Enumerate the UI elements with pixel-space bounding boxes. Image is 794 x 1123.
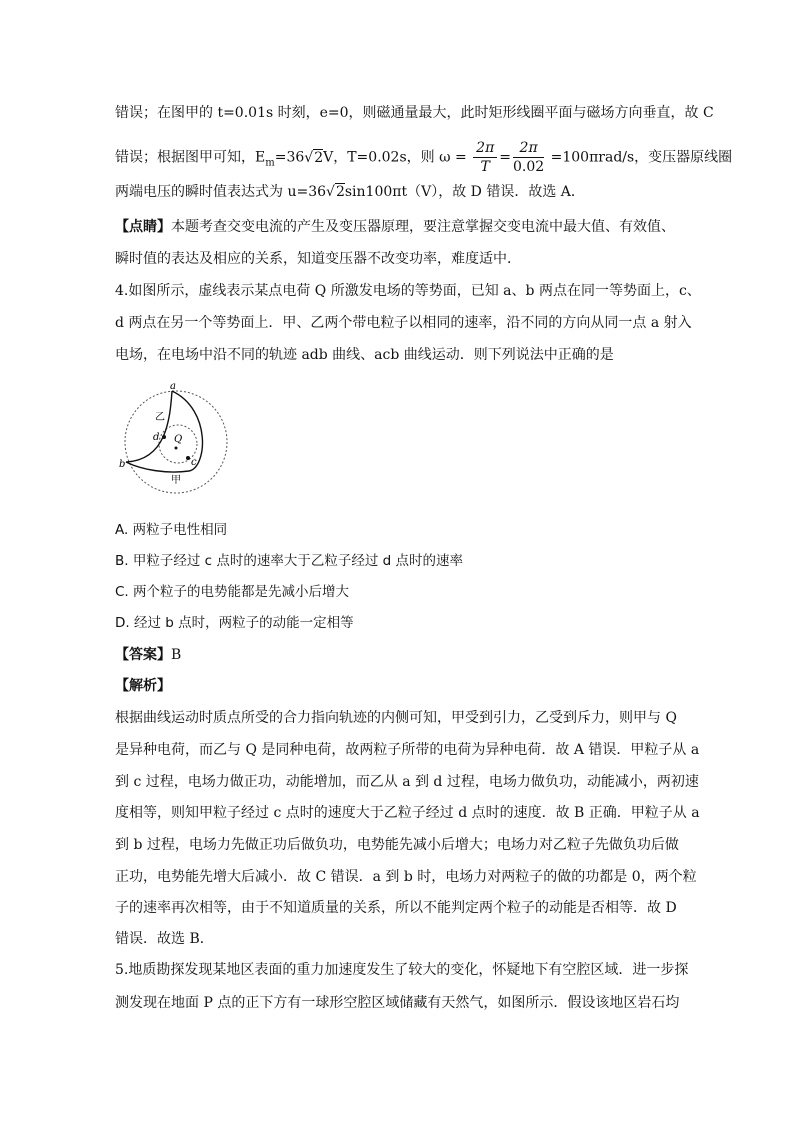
point-d: [162, 435, 166, 439]
point-Q: [175, 447, 178, 450]
q4-analysis-line: 是异种电荷，而乙与 Q 是同种电荷，故两粒子所带的电荷为异种电荷．故 A 错误．甲粒子从 a: [115, 742, 700, 758]
q4-analysis-label: 【解析】: [115, 678, 171, 694]
q4-analysis-line: 子的速率再次相等，由于不知道质量的关系，所以不能判定两个粒子的动能是否相等．故 D: [115, 900, 677, 916]
label-d: d: [153, 432, 160, 443]
prev-solution-line-3: [115, 182, 585, 202]
prev-solution-line-2: 错误；根据图甲可知，$E_m=36√2V$，T=0.02s，则 ω = $\frac{2\pi}{T}$ = $\frac{2\pi}{0.02}$ =100πrad/s，变压器原线圈: [115, 140, 733, 175]
label-b: b: [119, 459, 126, 470]
q4-analysis-line: 错误．故选 B．: [115, 931, 214, 947]
q4-analysis-line: 度相等，则知甲粒子经过 c 点时的速度大于乙粒子经过 d 点时的速度．故 B 正确．甲粒子从 a: [115, 805, 700, 821]
subscript-m: m: [265, 157, 275, 169]
point-c: [186, 456, 190, 460]
sqrt-symbol: √2: [326, 184, 345, 200]
sqrt-symbol: √2: [304, 149, 324, 166]
prev-solution-line-1: 错误；在图甲的 t=0.01s 时刻，e=0，则磁通量最大，此时矩形线圈平面与磁场方向垂直，故 C: [115, 105, 714, 121]
q4-stem-line-2: d 两点在另一个等势面上．甲、乙两个带电粒子以相同的速率，沿不同的方向从同一点 a 射入: [115, 315, 692, 331]
q5-stem-line-2: 测发现在地面 P 点的正下方有一球形空腔区域储藏有天然气，如图所示．假设该地区岩石均: [115, 995, 680, 1011]
q4-analysis-line: 根据曲线运动时质点所受的合力指向轨迹的内侧可知，甲受到引力，乙受到斥力，则甲与 Q: [115, 710, 677, 726]
q4-option-a: A. 两粒子电性相同: [115, 522, 228, 538]
label-jia: 甲: [171, 475, 181, 486]
q4-option-d: D. 经过 b 点时，两粒子的动能一定相等: [115, 615, 354, 631]
fraction-2pi-over-T: $\frac{2\pi}{T}$: [473, 139, 497, 176]
q4-option-b: B. 甲粒子经过 c 点时的速率大于乙粒子经过 d 点时的速率: [115, 553, 464, 569]
dianjing-line-2: 瞬时值的表达及相应的关系，知道变压器不改变功率，难度适中．: [115, 251, 521, 267]
q4-analysis-line: 到 c 过程，电场力做正功，动能增加，而乙从 a 到 d 过程，电场力做负功，动能减小，两初速: [115, 774, 699, 790]
q4-analysis-line: 正功，电势能先增大后减小．故 C 错误．a 到 b 时，电场力对两粒子的做的功都是 0，两个粒: [115, 869, 697, 885]
dianjing-label: 【点睛】: [115, 219, 171, 235]
answer-label: 【答案】: [115, 647, 171, 663]
label-c: c: [191, 457, 197, 468]
label-Q: Q: [174, 434, 183, 445]
equipotential-figure: [112, 380, 242, 498]
q5-stem-line-1: 5.地质勘探发现某地区表面的重力加速度发生了较大的变化，怀疑地下有空腔区域．进一步探: [115, 962, 689, 978]
trajectory-yi: [126, 391, 172, 462]
text-segment: 错误；根据图甲可知，E: [115, 149, 266, 166]
text-segment: sin100πt（V），故 D 错误．故选 A．: [344, 184, 585, 200]
label-a: a: [170, 381, 176, 392]
text-segment: =36: [274, 149, 305, 166]
q4-stem-line-3: 电场，在电场中沿不同的轨迹 adb 曲线、acb 曲线运动．则下列说法中正确的是: [115, 347, 614, 363]
q4-stem-line-1: 4.如图所示，虚线表示某点电荷 Q 所激发电场的等势面，已知 a、b 两点在同一等势面上，c、: [115, 283, 701, 299]
text-segment: V，T=0.02s，则 ω =: [323, 149, 467, 166]
dianjing-text: 本题考查交变电流的产生及变压器原理，要注意掌握交变电流中最大值、有效值、: [171, 219, 675, 235]
text-segment: 两端电压的瞬时值表达式为 u=36: [115, 184, 327, 200]
text-segment: =100πrad/s，变压器原线圈: [550, 149, 733, 166]
fraction-2pi-over-002: $\frac{2\pi}{0.02}$: [513, 140, 545, 175]
label-yi: 乙: [155, 412, 165, 423]
q4-answer: [115, 645, 181, 665]
q4-option-c: C. 两个粒子的电势能都是先减小后增大: [115, 584, 350, 600]
dianjing-line-1: [115, 217, 675, 237]
q4-analysis-line: 到 b 过程，电场力先做正功后做负功，电势能先减小后增大；电场力对乙粒子先做负功后做: [115, 837, 679, 853]
answer-value: B: [171, 647, 182, 663]
